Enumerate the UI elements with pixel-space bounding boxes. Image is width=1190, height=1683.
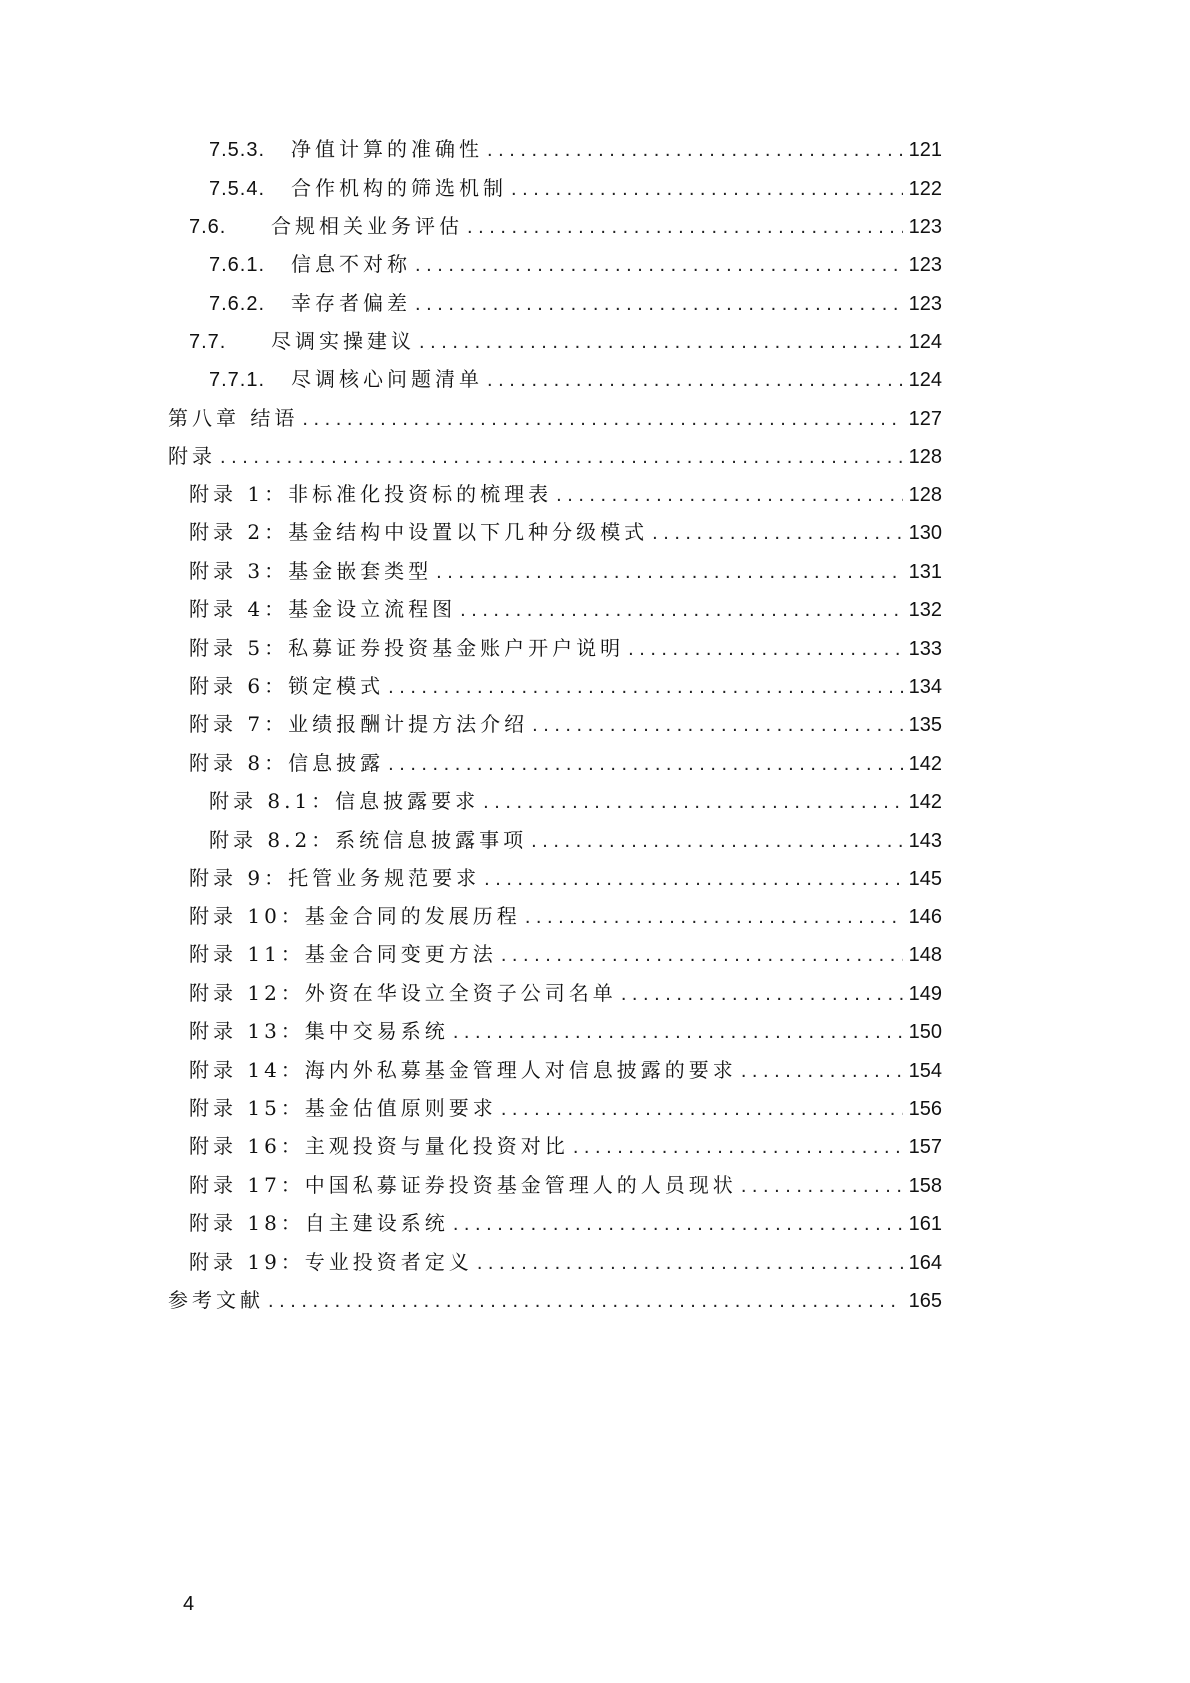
toc-entry[interactable] xyxy=(209,249,942,279)
toc-entry-title: 合作机构的筛选机制 xyxy=(291,176,507,200)
toc-entry-page: 123 xyxy=(908,216,942,238)
toc-entry-page: 142 xyxy=(908,791,942,813)
dot-leader xyxy=(652,518,903,548)
toc-entry-page: 123 xyxy=(908,293,942,315)
toc-entry[interactable] xyxy=(189,479,942,509)
toc-entry-title: 信息不对称 xyxy=(291,252,411,276)
dot-leader xyxy=(556,480,903,510)
dot-leader xyxy=(511,174,903,204)
toc-entry-title: 附录 3：基金嵌套类型 xyxy=(189,559,433,583)
dot-leader xyxy=(388,749,903,779)
toc-entry-page: 145 xyxy=(908,868,942,890)
toc-entry-page: 121 xyxy=(908,139,942,161)
toc-entry[interactable] xyxy=(168,403,942,433)
toc-entry[interactable] xyxy=(189,939,942,969)
toc-entry-title: 幸存者偏差 xyxy=(291,291,411,315)
page-number: 4 xyxy=(183,1593,195,1615)
toc-entry-page: 154 xyxy=(908,1060,942,1082)
dot-leader xyxy=(220,442,903,472)
toc-entry[interactable] xyxy=(209,134,942,164)
toc-entry-number: 7.6.1. xyxy=(209,254,266,276)
toc-entry[interactable] xyxy=(189,211,942,241)
dot-leader xyxy=(467,212,903,242)
toc-entry-title: 净值计算的准确性 xyxy=(291,137,483,161)
dot-leader xyxy=(525,902,903,932)
toc-entry[interactable] xyxy=(189,1131,942,1161)
toc-entry-page: 143 xyxy=(908,830,942,852)
dot-leader xyxy=(487,365,903,395)
toc-entry-title: 附录 14：海内外私募基金管理人对信息披露的要求 xyxy=(189,1058,737,1082)
toc-entry-title: 合规相关业务评估 xyxy=(271,214,463,238)
toc-entry-number: 7.6.2. xyxy=(209,293,266,315)
dot-leader xyxy=(531,826,902,856)
toc-entry-page: 124 xyxy=(908,369,942,391)
toc-entry[interactable] xyxy=(209,786,942,816)
dot-leader xyxy=(460,595,903,625)
toc-entry-title: 附录 15：基金估值原则要求 xyxy=(189,1096,497,1120)
toc-entry[interactable] xyxy=(189,556,942,586)
dot-leader xyxy=(501,1094,903,1124)
toc-entry[interactable] xyxy=(189,1247,942,1277)
toc-entry-page: 127 xyxy=(908,408,942,430)
toc-entry-page: 157 xyxy=(908,1136,942,1158)
toc-entry-page: 150 xyxy=(908,1021,942,1043)
toc-entry-title: 附录 6：锁定模式 xyxy=(189,674,385,698)
toc-entry[interactable] xyxy=(189,1055,942,1085)
toc-entry-title: 附录 19：专业投资者定义 xyxy=(189,1250,473,1274)
toc-entry-title: 附录 11：基金合同变更方法 xyxy=(189,942,497,966)
toc-entry-title: 附录 17：中国私募证券投资基金管理人的人员现状 xyxy=(189,1173,737,1197)
toc-entry[interactable] xyxy=(189,1170,942,1200)
toc-entry[interactable] xyxy=(209,173,942,203)
dot-leader xyxy=(436,557,903,587)
toc-entry-title: 附录 8.2：系统信息披露事项 xyxy=(209,828,528,852)
toc-entry[interactable] xyxy=(189,863,942,893)
toc-entry-page: 146 xyxy=(908,906,942,928)
toc-entry-title: 尽调实操建议 xyxy=(271,329,415,353)
dot-leader xyxy=(621,979,903,1009)
toc-entry[interactable] xyxy=(209,825,942,855)
toc-entry-title: 附录 13：集中交易系统 xyxy=(189,1019,449,1043)
toc-entry[interactable] xyxy=(189,1016,942,1046)
toc-entry-page: 156 xyxy=(908,1098,942,1120)
toc-entry-title: 附录 7：业绩报酬计提方法介绍 xyxy=(189,712,529,736)
toc-entry-title: 附录 16：主观投资与量化投资对比 xyxy=(189,1134,569,1158)
toc-entry-page: 135 xyxy=(908,714,942,736)
toc-entry-page: 134 xyxy=(908,676,942,698)
toc-entry[interactable] xyxy=(189,671,942,701)
dot-leader xyxy=(415,250,903,280)
toc-entry[interactable] xyxy=(189,978,942,1008)
toc-entry-page: 161 xyxy=(908,1213,942,1235)
toc-entry-page: 142 xyxy=(908,753,942,775)
dot-leader xyxy=(453,1209,903,1239)
dot-leader xyxy=(483,787,902,817)
toc-entry-page: 132 xyxy=(908,599,942,621)
toc-entry[interactable] xyxy=(189,326,942,356)
toc-entry-page: 123 xyxy=(908,254,942,276)
toc-entry-page: 164 xyxy=(908,1252,942,1274)
toc-entry[interactable] xyxy=(209,364,942,394)
dot-leader xyxy=(388,672,903,702)
toc-entry[interactable] xyxy=(168,441,942,471)
toc-entry-title: 附录 12：外资在华设立全资子公司名单 xyxy=(189,981,617,1005)
toc-entry[interactable] xyxy=(209,288,942,318)
toc-entry-title: 附录 10：基金合同的发展历程 xyxy=(189,904,521,928)
dot-leader xyxy=(532,710,903,740)
toc-entry-title: 附录 8：信息披露 xyxy=(189,751,385,775)
toc-entry-page: 149 xyxy=(908,983,942,1005)
toc-entry-page: 128 xyxy=(908,484,942,506)
toc-entry-page: 148 xyxy=(908,944,942,966)
toc-entry-title: 第八章 结语 xyxy=(168,406,299,430)
toc-entry[interactable] xyxy=(189,709,942,739)
toc-entry-page: 122 xyxy=(908,178,942,200)
dot-leader xyxy=(487,135,903,165)
dot-leader xyxy=(573,1132,903,1162)
dot-leader xyxy=(741,1171,903,1201)
toc-entry[interactable] xyxy=(189,594,942,624)
dot-leader xyxy=(477,1248,903,1278)
toc-entry-page: 133 xyxy=(908,638,942,660)
toc-entry[interactable] xyxy=(189,901,942,931)
toc-entry-title: 附录 5：私募证券投资基金账户开户说明 xyxy=(189,636,625,660)
toc-entry-page: 165 xyxy=(908,1290,942,1312)
toc-entry[interactable] xyxy=(189,633,942,663)
toc-entry-title: 附录 8.1：信息披露要求 xyxy=(209,789,480,813)
toc-entry-page: 131 xyxy=(908,561,942,583)
dot-leader xyxy=(268,1286,903,1316)
toc-entry-number: 7.6. xyxy=(189,216,227,238)
toc-entry[interactable] xyxy=(189,748,942,778)
dot-leader xyxy=(484,864,903,894)
toc-entry-title: 附录 2：基金结构中设置以下几种分级模式 xyxy=(189,520,649,544)
toc-entry-page: 130 xyxy=(908,522,942,544)
dot-leader xyxy=(628,634,903,664)
toc-entry-title: 附录 1：非标准化投资标的梳理表 xyxy=(189,482,553,506)
toc-entry-number: 7.5.4. xyxy=(209,178,266,200)
dot-leader xyxy=(453,1017,903,1047)
dot-leader xyxy=(419,327,903,357)
toc-entry[interactable] xyxy=(189,1093,942,1123)
toc-entry-page: 158 xyxy=(908,1175,942,1197)
toc-entry-number: 7.5.3. xyxy=(209,139,266,161)
dot-leader xyxy=(741,1056,903,1086)
toc-entry-title: 附录 18：自主建设系统 xyxy=(189,1211,449,1235)
toc-entry[interactable] xyxy=(189,1208,942,1238)
toc-entry-page: 124 xyxy=(908,331,942,353)
toc-entry-title: 附录 9：托管业务规范要求 xyxy=(189,866,481,890)
toc-entry-number: 7.7.1. xyxy=(209,369,266,391)
toc-entry-title: 附录 4：基金设立流程图 xyxy=(189,597,457,621)
dot-leader xyxy=(302,404,902,434)
dot-leader xyxy=(501,940,903,970)
dot-leader xyxy=(415,289,903,319)
toc-entry-number: 7.7. xyxy=(189,331,227,353)
toc-entry-title: 参考文献 xyxy=(168,1288,264,1312)
toc-entry-page: 128 xyxy=(908,446,942,468)
toc-entry-title: 附录 xyxy=(168,444,216,468)
toc-entry[interactable] xyxy=(189,517,942,547)
toc-entry[interactable] xyxy=(168,1285,942,1315)
toc-entry-title: 尽调核心问题清单 xyxy=(291,367,483,391)
